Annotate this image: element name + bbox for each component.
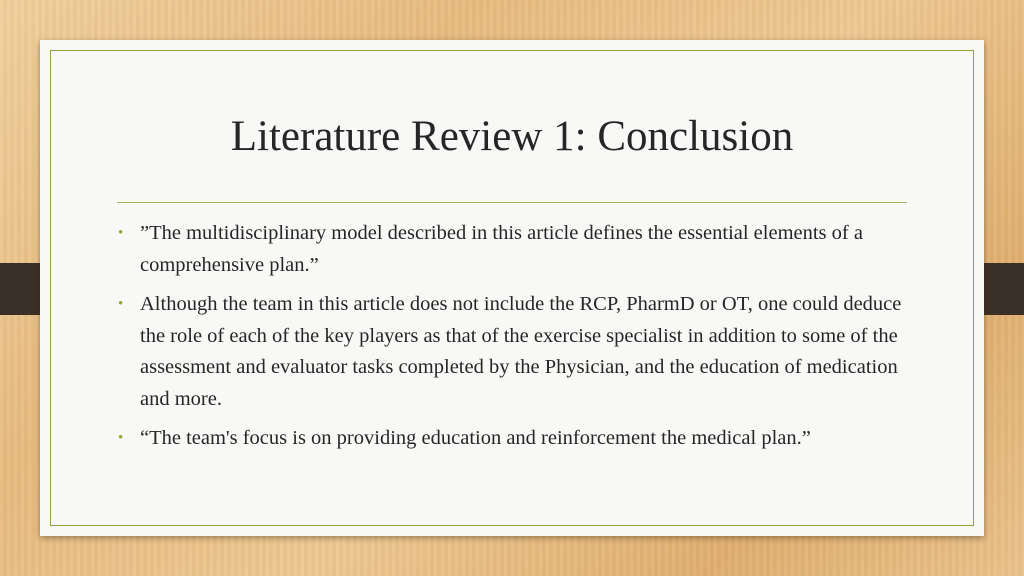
bullet-text: “The team's focus is on providing education and reinforcement the medical plan.” xyxy=(140,427,811,449)
bullet-text: Although the team in this article does not include the RCP, PharmD or OT, one could deduce the role of each of the key players as that of the exercise specialist in addition to some of the assessment and evaluator tasks completed by the Physician, and the education of medication and more. xyxy=(140,293,902,410)
slide-title: Literature Review 1: Conclusion xyxy=(230,113,794,160)
bullet-dot-icon: • xyxy=(118,225,124,241)
title-divider xyxy=(117,202,907,203)
bullet-dot-icon: • xyxy=(118,296,124,312)
bullet-item xyxy=(118,423,918,455)
bullet-item xyxy=(118,218,918,281)
bullet-dot-icon: • xyxy=(118,430,124,446)
bullet-list xyxy=(118,218,918,463)
slide-card xyxy=(40,40,984,536)
bullet-item xyxy=(118,289,918,415)
bullet-text: ”The multidisciplinary model described in this article defines the essential elements of a comprehensive plan.” xyxy=(140,222,863,276)
